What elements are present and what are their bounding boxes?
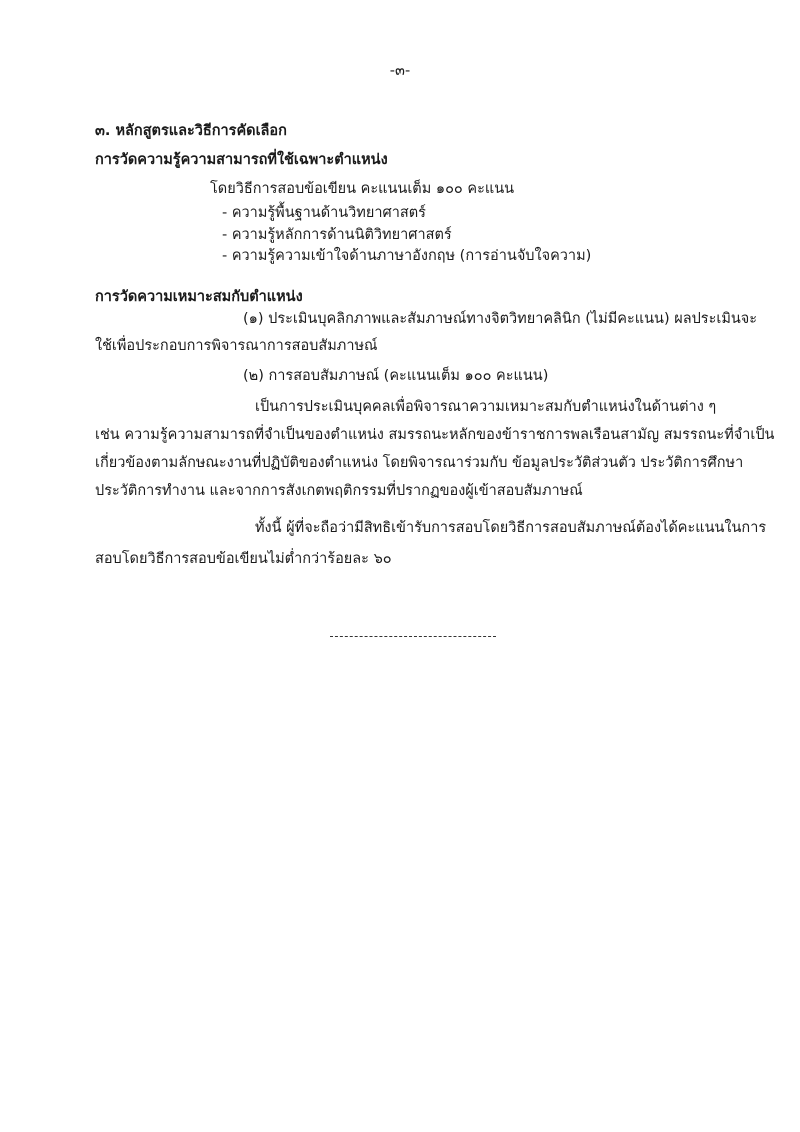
interview-description-line: เป็นการประเมินบุคคลเพื่อพิจารณาความเหมาะสมกับตำแหน่งในด้านต่าง ๆ <box>255 399 717 415</box>
suitability-item-1-line-1: (๑) ประเมินบุคลิกภาพและสัมภาษณ์ทางจิตวิทยาคลินิก (ไม่มีคะแนน) ผลประเมินจะ <box>243 311 758 327</box>
eligibility-note-line: ทั้งนี้ ผู้ที่จะถือว่ามีสิทธิเข้ารับการสอบโดยวิธีการสอบสัมภาษณ์ต้องได้คะแนนในการ <box>255 520 767 536</box>
suitability-item-2: (๒) การสอบสัมภาษณ์ (คะแนนเต็ม ๑๐๐ คะแนน) <box>243 368 549 384</box>
knowledge-item: - ความรู้พื้นฐานด้านวิทยาศาสตร์ <box>222 205 426 221</box>
eligibility-note <box>95 513 767 575</box>
suitability-heading: การวัดความเหมาะสมกับตำแหน่ง <box>95 289 303 305</box>
knowledge-item: - ความรู้ความเข้าใจด้านภาษาอังกฤษ (การอ่านจับใจความ) <box>222 248 592 264</box>
section-heading: ๓. หลักสูตรและวิธีการคัดเลือก <box>95 123 287 139</box>
page-number: -๓- <box>389 63 411 79</box>
interview-description-line: ประวัติการทำงาน และจากการสังเกตพฤติกรรมที่ปรากฏของผู้เข้าสอบสัมภาษณ์ <box>95 483 583 499</box>
interview-description-line: เกี่ยวข้องตามลักษณะงานที่ปฏิบัติของตำแหน่ง โดยพิจารณาร่วมกับ ข้อมูลประวัติส่วนตัว ประวัติการศึกษา <box>95 455 744 471</box>
knowledge-test-method: โดยวิธีการสอบข้อเขียน คะแนนเต็ม ๑๐๐ คะแนน <box>210 181 515 197</box>
interview-description-line: เช่น ความรู้ความสามารถที่จำเป็นของตำแหน่ง สมรรถนะหลักของข้าราชการพลเรือนสามัญ สมรรถนะที่จำเป็น <box>95 427 775 443</box>
suitability-item-1-line-2: ใช้เพื่อประกอบการพิจารณาการสอบสัมภาษณ์ <box>95 338 378 354</box>
interview-description <box>95 393 775 505</box>
eligibility-note-line: สอบโดยวิธีการสอบข้อเขียนไม่ต่ำกว่าร้อยละ ๖๐ <box>95 551 392 567</box>
knowledge-item: - ความรู้หลักการด้านนิติวิทยาศาสตร์ <box>222 227 452 243</box>
knowledge-test-heading: การวัดความรู้ความสามารถที่ใช้เฉพาะตำแหน่ง <box>95 152 388 168</box>
closing-divider <box>330 636 496 637</box>
